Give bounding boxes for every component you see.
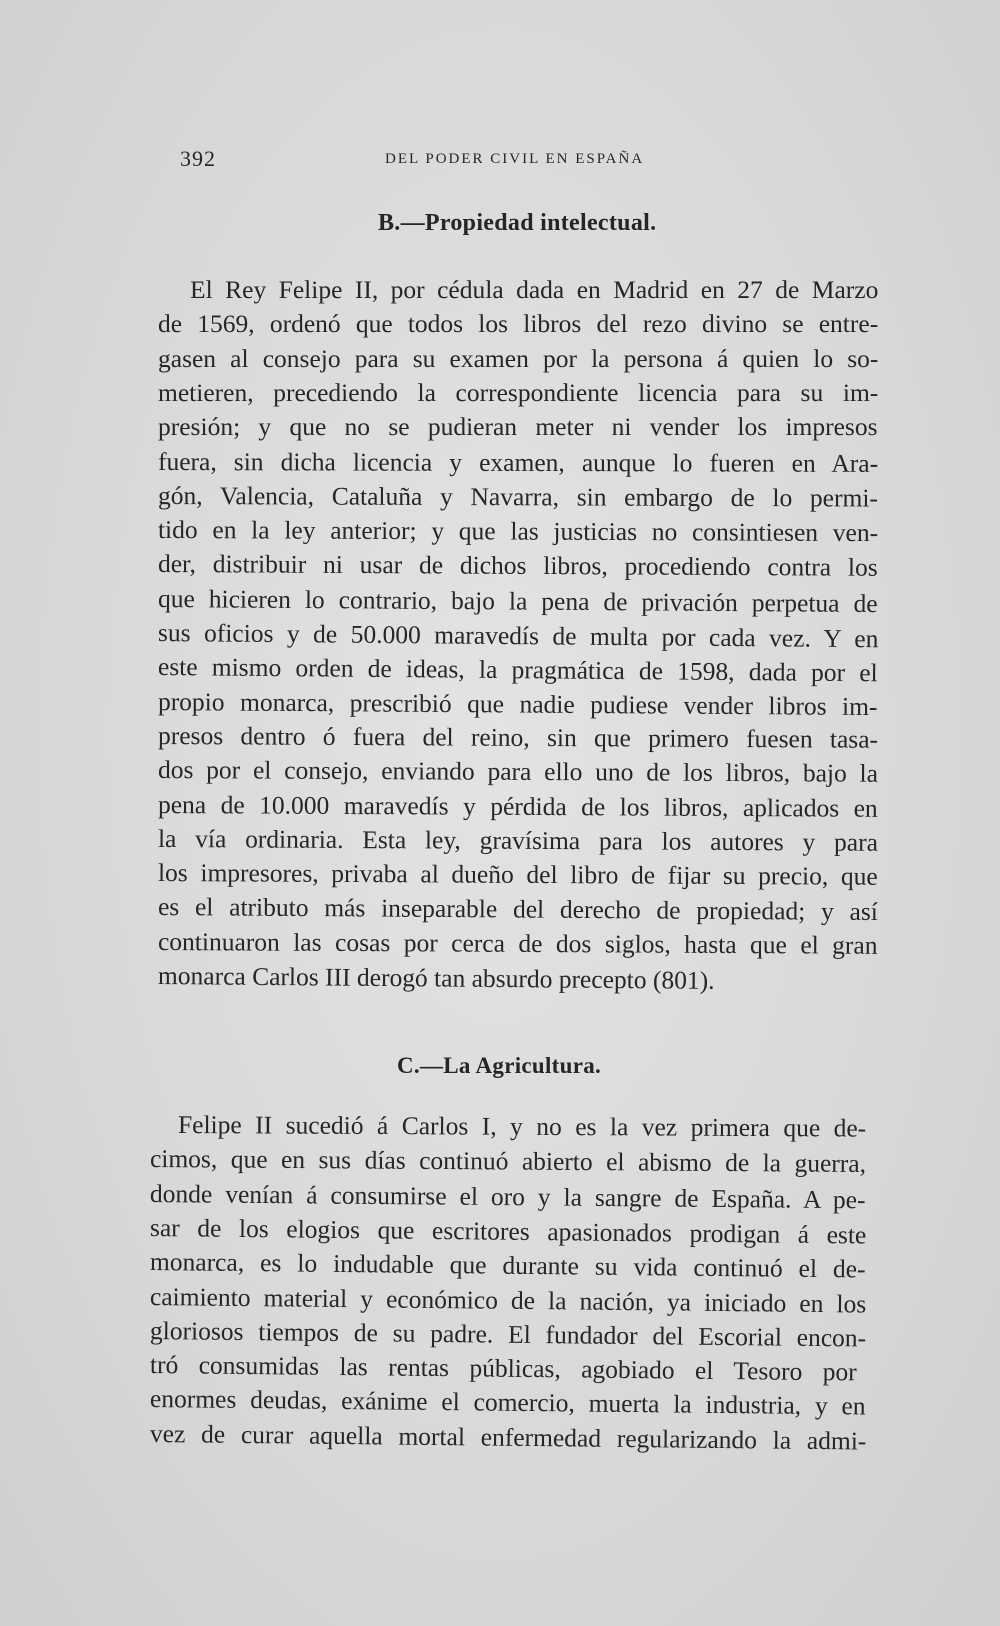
text-line: Felipe II sucedió á Carlos I, y no es la vez primera que de- (177, 1110, 867, 1143)
text-line: pena de 10.000 maravedís y pérdida de los libros, aplicados en (157, 789, 878, 823)
text-line: la vía ordinaria. Esta ley, gravísima para los autores y para (157, 823, 879, 857)
text-line: tido en la ley anterior; y que las justicias no consintiesen ven- (157, 515, 879, 548)
text-line: es el atributo más inseparable del derecho de propiedad; y así (157, 892, 879, 927)
text-line: fuera, sin dicha licencia y examen, aunque lo fueren en Ara- (157, 446, 879, 478)
page-header (180, 146, 880, 176)
section-heading-propiedad-intelectual: B.—Propiedad intelectual. (378, 210, 657, 236)
text-line: caimiento material y económico de la nación, ya iniciado en los (149, 1281, 867, 1319)
text-line: propio monarca, prescribió que nadie pudiese vender libros im- (157, 686, 878, 721)
text-line: metieren, precediendo la correspondiente licencia para su im- (158, 377, 879, 407)
section-heading-agricultura: C.—La Agricultura. (397, 1053, 602, 1078)
text-line: gloriosos tiempos de su padre. El fundador del Escorial encon- (149, 1315, 867, 1353)
text-line: gasen al consejo para su examen por la persona á quien lo so- (158, 343, 879, 373)
text-line: enormes deudas, exánime el comercio, muerta la industria, y en (149, 1384, 866, 1421)
text-line: que hicieren lo contrario, bajo la pena de privación perpetua de (157, 583, 878, 618)
text-line: tró consumidas las rentas públicas, agobiado el Tesoro por (149, 1350, 857, 1387)
running-title: DEL PODER CIVIL EN ESPAÑA (385, 151, 645, 167)
text-line: monarca Carlos III derogó tan absurdo precepto (801). (157, 961, 715, 995)
text-line: vez de curar aquella mortal enfermedad regularizando la admi- (149, 1418, 867, 1456)
text-line: los impresores, privaba al dueño del libro de fijar su precio, que (157, 858, 878, 891)
page-number: 392 (180, 146, 216, 171)
text-line: gón, Valencia, Cataluña y Navarra, sin embargo de lo permi- (157, 480, 879, 513)
text-line: sar de los elogios que escritores apasionados prodigan á este (149, 1212, 867, 1250)
text-line: cimos, que en sus días continuó abierto el abismo de la guerra, (149, 1144, 867, 1179)
text-line: continuaron las cosas por cerca de dos siglos, hasta que el gran (157, 926, 878, 960)
text-line: de 1569, ordenó que todos los libros del rezo divino se entre- (158, 309, 879, 339)
text-line: este mismo orden de ideas, la pragmática de 1598, dada por el (157, 652, 878, 688)
text-line: monarca, es lo indudable que durante su vida continuó el de- (149, 1247, 866, 1284)
text-line: dos por el consejo, enviando para ello uno de los libros, bajo la (157, 755, 879, 788)
text-line: El Rey Felipe II, por cédula dada en Madrid en 27 de Marzo (190, 275, 879, 304)
text-line: sus oficios y de 50.000 maravedís de multa por cada vez. Y en (157, 618, 879, 654)
text-line: der, distribuir ni usar de dichos libros, procediendo contra los (157, 549, 878, 583)
text-line: donde venían á consumirse el oro y la sangre de España. A pe- (149, 1178, 866, 1214)
text-line: presión; y que no se pudieran meter ni vender los impresos (158, 412, 878, 442)
text-line: presos dentro ó fuera del reino, sin que primero fuesen tasa- (157, 720, 879, 754)
